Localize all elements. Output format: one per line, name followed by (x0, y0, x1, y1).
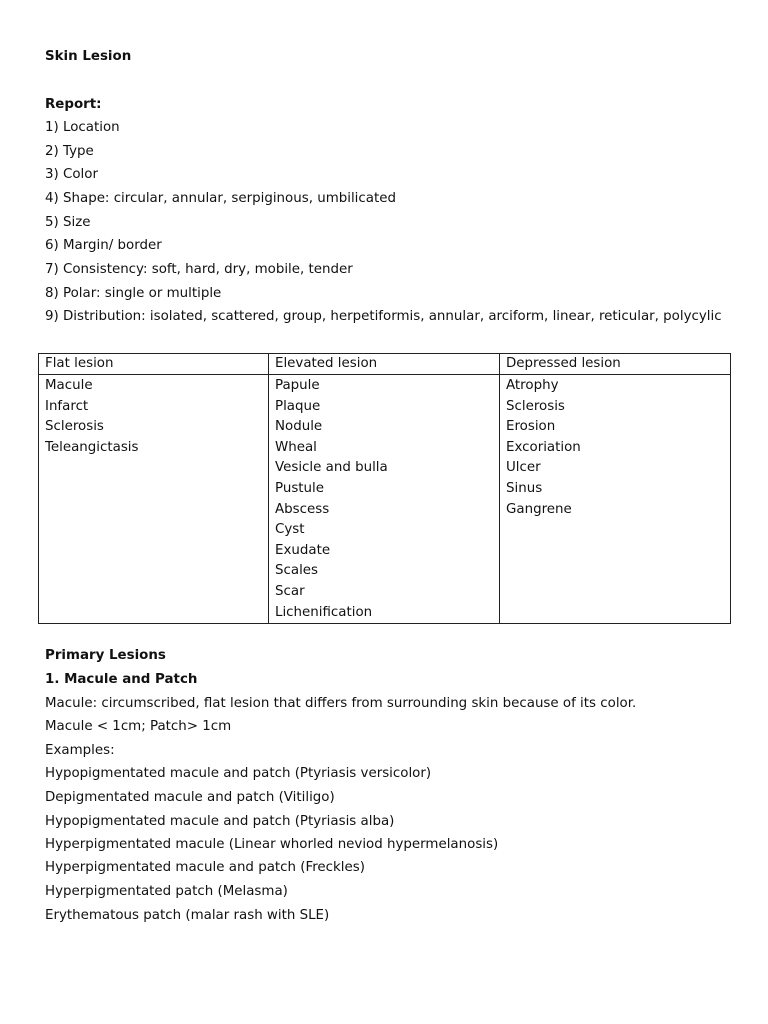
list-item: Abscess (275, 501, 330, 517)
list-item: Ulcer (506, 460, 541, 476)
report-item: 5) Size (45, 215, 91, 230)
list-item: Teleangictasis (45, 439, 139, 455)
lesion-table (38, 353, 731, 624)
list-item: Plaque (275, 398, 321, 414)
list-item: Scar (275, 583, 305, 599)
report-item: 4) Shape: circular, annular, serpiginous, umbilicated (45, 191, 396, 206)
table-row (39, 375, 731, 624)
elevated-lesion-cell (269, 375, 500, 624)
list-item: Lichenification (275, 604, 373, 620)
list-item: Erosion (506, 419, 556, 435)
list-item: Wheal (275, 439, 317, 455)
paragraph-line: Macule < 1cm; Patch> 1cm (45, 719, 232, 734)
list-item: Scales (275, 563, 319, 579)
report-item: 6) Margin/ border (45, 238, 162, 253)
column-header-flat: Flat lesion (39, 354, 269, 375)
column-header-depressed: Depressed lesion (500, 354, 731, 375)
paragraph-line: Macule: circumscribed, flat lesion that differs from surrounding skin because of its color. (45, 696, 637, 711)
example-line: Erythematous patch (malar rash with SLE) (45, 908, 330, 923)
section-heading: 1. Macule and Patch (45, 672, 198, 687)
example-line: Hyperpigmentated macule and patch (Freckles) (45, 860, 365, 875)
report-item: 1) Location (45, 120, 120, 135)
list-item: Macule (45, 378, 93, 393)
list-item: Nodule (275, 419, 323, 435)
list-item: Exudate (275, 542, 331, 558)
paragraph-line: Examples: (45, 743, 115, 758)
depressed-lesion-cell (500, 375, 731, 624)
report-item: 7) Consistency: soft, hard, dry, mobile, tender (45, 262, 353, 277)
example-line: Hyperpigmentated macule (Linear whorled neviod hypermelanosis) (45, 837, 499, 852)
list-item: Excoriation (506, 439, 581, 455)
example-line: Hyperpigmentated patch (Melasma) (45, 884, 288, 899)
report-item: 8) Polar: single or multiple (45, 286, 222, 301)
list-item: Pustule (275, 480, 324, 496)
flat-lesion-cell (39, 375, 269, 624)
list-item: Gangrene (506, 501, 572, 517)
table-header-row (39, 354, 731, 375)
list-item: Sclerosis (506, 398, 565, 414)
example-line: Depigmentated macule and patch (Vitiligo) (45, 790, 335, 805)
report-item: 3) Color (45, 167, 98, 182)
list-item: Papule (275, 378, 320, 393)
list-item: Infarct (45, 398, 89, 414)
document-title: Skin Lesion (45, 49, 132, 64)
list-item: Vesicle and bulla (275, 460, 388, 476)
report-item: 2) Type (45, 144, 94, 159)
report-item: 9) Distribution: isolated, scattered, group, herpetiformis, annular, arciform, linear, reticular, polycylic (45, 309, 722, 324)
report-heading: Report: (45, 97, 102, 112)
column-header-elevated: Elevated lesion (269, 354, 500, 375)
example-line: Hypopigmentated macule and patch (Ptyriasis alba) (45, 814, 395, 829)
list-item: Sclerosis (45, 419, 104, 435)
list-item: Sinus (506, 480, 543, 496)
example-line: Hypopigmentated macule and patch (Ptyriasis versicolor) (45, 766, 432, 781)
list-item: Cyst (275, 522, 305, 538)
primary-lesions-heading: Primary Lesions (45, 648, 166, 663)
list-item: Atrophy (506, 378, 559, 393)
